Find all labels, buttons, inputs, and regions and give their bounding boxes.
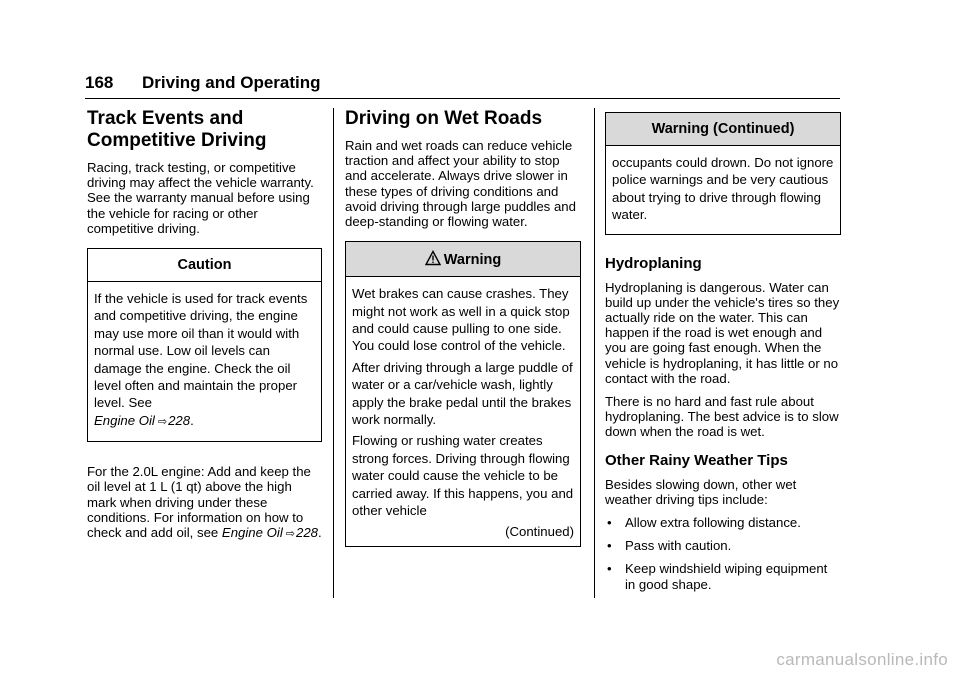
continued-label: (Continued) — [505, 523, 574, 539]
caution-box — [87, 248, 322, 442]
column-divider — [333, 108, 334, 598]
engine-oil-link[interactable]: Engine Oil — [221, 525, 283, 541]
column-3 — [605, 108, 841, 600]
warning-paragraph: Flowing or rushing water creates strong forces. Driving through flowing water could cause the vehicle to be carried away. If this happens, you and other vehicle — [352, 433, 574, 519]
rainy-tips-intro: Besides slowing down, other wet weather driving tips include: — [605, 476, 797, 507]
rainy-tips-heading: Other Rainy Weather Tips — [605, 451, 788, 469]
engine-oil-link[interactable]: Engine Oil — [94, 412, 155, 428]
bullet-icon: • — [607, 515, 612, 531]
warning-box — [345, 241, 581, 546]
track-events-intro: Racing, track testing, or competitive driving may affect the vehicle warranty. See the warranty manual before using the vehicle for racing or other competitive driving. — [87, 160, 314, 236]
column-divider — [594, 108, 595, 598]
bullet-icon: • — [607, 538, 612, 554]
rainy-tips-list — [605, 515, 841, 592]
wet-roads-heading: Driving on Wet Roads — [345, 108, 543, 129]
warning-paragraph: Wet brakes can cause crashes. They might not work as well in a quick stop and could cause pulling to one side. You could lose control of the vehicle. — [352, 286, 570, 354]
caution-title: Caution — [88, 249, 321, 282]
page-ref-number[interactable]: 228 — [295, 525, 318, 541]
wet-roads-intro: Rain and wet roads can reduce vehicle traction and affect your ability to stop and accelerate. Always drive slower in these types of driving conditions and avoid driving through large puddles and deep-standing or flowing water. — [345, 138, 576, 230]
column-1 — [87, 108, 322, 550]
warning-header — [346, 242, 580, 277]
section-title: Driving and Operating — [142, 73, 321, 92]
page-ref-number[interactable]: 228 — [168, 412, 191, 428]
hydroplaning-paragraph: Hydroplaning is dangerous. Water can build up under the vehicle's tires so they actually ride on the water. This can happen if the road is wet enough and you are going fast enough. When the vehicle is hydroplaning, it has little or no contact with the road. — [605, 279, 840, 386]
hydroplaning-heading: Hydroplaning — [605, 254, 702, 272]
caution-body: If the vehicle is used for track events and competitive driving, the engine may use more oil than it would with normal use. Low oil levels can damage the engine. Check the oil level often and maintain the proper level. See Engine Oil ⇨228. — [94, 291, 308, 428]
list-item: • Keep windshield wiping equipment in good shape. — [607, 561, 828, 592]
warning-continued-body: occupants could drown. Do not ignore police warnings and be very cautious about trying to drive through flowing water. — [612, 155, 834, 223]
oil-level-paragraph: For the 2.0L engine: Add and keep the oil level at 1 L (1 qt) above the high mark when driving under these conditions. For information on how to check and add oil, see Engine Oil ⇨228. — [87, 464, 322, 541]
column-2 — [345, 108, 581, 557]
list-item: • Allow extra following distance. — [607, 515, 801, 531]
warning-title: Warning — [443, 252, 502, 269]
page-ref-arrow-icon: ⇨ — [157, 415, 168, 428]
bullet-icon: • — [607, 561, 612, 577]
page-number: 168 — [85, 73, 114, 92]
track-events-heading: Track Events and Competitive Driving — [87, 108, 267, 151]
warning-continued-title: Warning (Continued) — [606, 113, 840, 146]
list-item: • Pass with caution. — [607, 538, 732, 554]
page-ref-arrow-icon: ⇨ — [285, 528, 295, 541]
page-header — [85, 70, 840, 99]
warning-triangle-icon — [425, 250, 441, 266]
hydroplaning-paragraph: There is no hard and fast rule about hydroplaning. The best advice is to slow down when the road is wet. — [605, 394, 839, 440]
warning-paragraph: After driving through a large puddle of water or a car/vehicle wash, lightly apply the brake pedal until the brakes work normally. — [352, 359, 573, 428]
warning-continued-box — [605, 112, 841, 235]
watermark: carmanualsonline.info — [776, 650, 948, 669]
